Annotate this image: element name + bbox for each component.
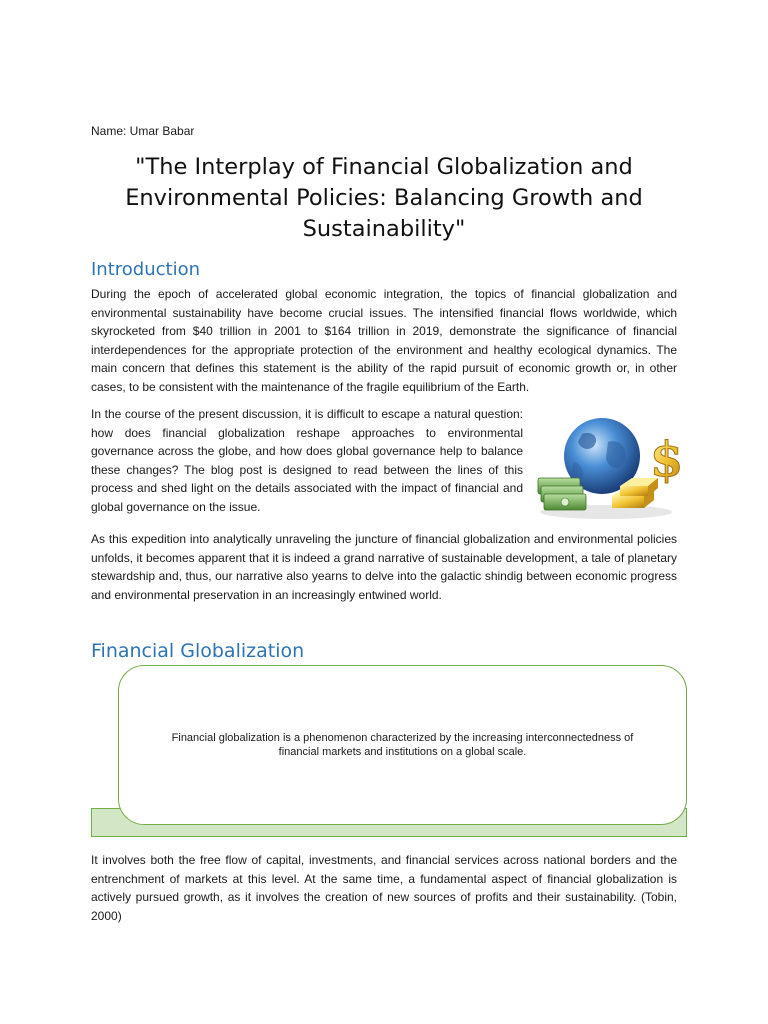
definition-diagram-box xyxy=(118,665,687,825)
globe-money-illustration-icon xyxy=(534,412,684,522)
financial-globalization-heading: Financial Globalization xyxy=(91,640,305,662)
definition-text: Financial globalization is a phenomenon characterized by the increasing interconnectedness of financial markets and institutions on a global scale. xyxy=(171,732,634,758)
introduction-heading: Introduction xyxy=(91,259,201,280)
introduction-paragraph-3: As this expedition into analytically unraveling the juncture of financial globalization and environmental policies unfolds, it becomes apparent that it is indeed a grand narrative of sustainable development, a tale of planetary stewardship and, thus, our narrative also yearns to delve into the galactic shindig between economic progress and environmental preservation in an increasingly entwined world. xyxy=(91,532,677,602)
author-name-line: Name: Umar Babar xyxy=(91,124,195,138)
document-title: "The Interplay of Financial Globalization and Environmental Policies: Balancing Growth and Sustainability" xyxy=(125,154,643,242)
introduction-paragraph-1: During the epoch of accelerated global economic integration, the topics of financial globalization and environmental sustainability have become crucial issues. The intensified financial flows worldwide, which skyrocketed from $40 trillion in 2001 to $164 trillion in 2019, demonstrate the significance of financial interdependences for the appropriate protection of the environment and healthy ecological dynamics. The main concern that defines this statement is the ability of the rapid pursuit of economic growth or, in other cases, to be consistent with the maintenance of the fragile equilibrium of the Earth. xyxy=(91,287,677,394)
svg-text:$: $ xyxy=(650,432,684,488)
financial-globalization-paragraph-1: It involves both the free flow of capital, investments, and financial services across national borders and the entrenchment of markets at this level. At the same time, a fundamental aspect of financial globalization is actively pursued growth, as it involves the creation of new sources of profits and their sustainability. (Tobin, 2000) xyxy=(91,853,677,923)
introduction-paragraph-2: In the course of the present discussion, it is difficult to escape a natural question: how does financial globalization reshape approaches to environmental governance across the globe, and how does global governance help to balance these changes? The blog post is designed to read between the lines of this process and shed light on the details associated with the impact of financial and global governance on the issue. xyxy=(91,407,523,514)
